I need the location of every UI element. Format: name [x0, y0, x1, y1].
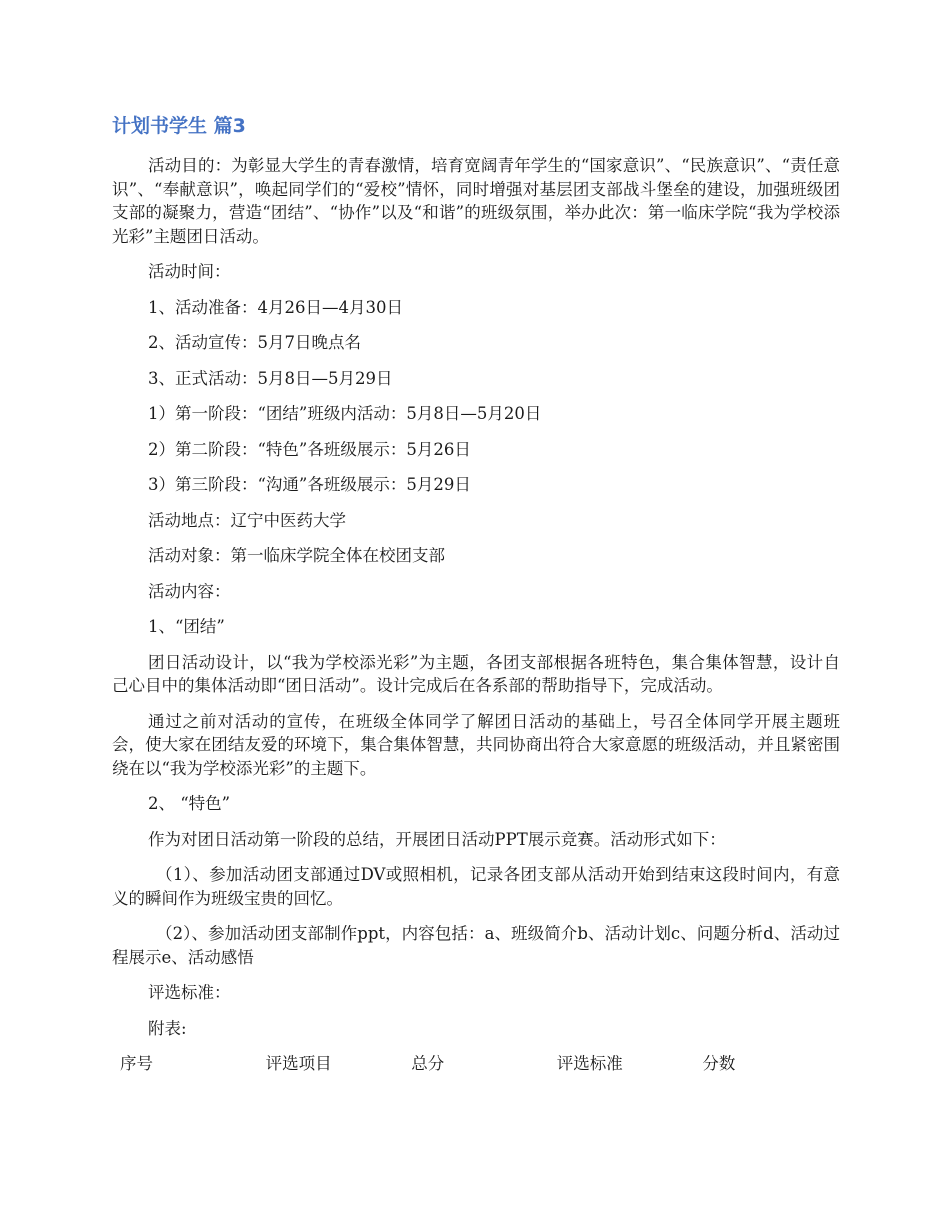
- paragraph-content-heading: 活动内容：: [148, 581, 231, 601]
- paragraph-time-heading: 活动时间：: [148, 262, 231, 281]
- paragraph-feature-heading: 2、 “特色”: [148, 794, 231, 813]
- paragraph-purpose: 活动目的：为彰显大学生的青春激情，培育宽阔青年学生的“国家意识”、“民族意识”、“责任意识”、“奉献意识”，唤起同学们的“爱校”情怀，同时增强对基层团支部战斗堡垒的建设，加强班级团支部的凝聚力，营造“团结”、“协作”以及“和谐”的班级氛围，举办此次：第一临床学院“我为学校添光彩”主题团日活动。: [112, 156, 840, 246]
- paragraph-appendix: 附表:: [148, 1018, 187, 1038]
- paragraph-feature-item-2: （2）、参加活动团支部制作ppt，内容包括：a、班级简介b、活动计划c、问题分析d、活动过程展示e、活动感悟: [112, 924, 840, 967]
- paragraph-time-1: 1、活动准备：4月26日—4月30日: [148, 297, 403, 317]
- paragraph-feature-summary: 作为对团日活动第一阶段的总结，开展团日活动PPT展示竞赛。活动形式如下：: [148, 829, 726, 849]
- paragraph-time-2: 2、活动宣传：5月7日晚点名: [148, 333, 361, 352]
- paragraph-feature-item-1: （1）、参加活动团支部通过DV或照相机，记录各团支部从活动开始到结束这段时间内，有意义的瞬间作为班级宝贵的回忆。: [112, 865, 840, 908]
- table-header-cell: 分数: [702, 1054, 736, 1073]
- appendix-table-header: [112, 1052, 840, 1076]
- paragraph-stage-1: 1）第一阶段：“团结”班级内活动：5月8日—5月20日: [148, 404, 542, 423]
- paragraph-stage-2: 2）第二阶段：“特色”各班级展示：5月26日: [148, 439, 471, 459]
- paragraph-unity-heading: 1、“团结”: [148, 617, 225, 636]
- paragraph-location: 活动地点：辽宁中医药大学: [148, 510, 346, 530]
- document-page: [112, 112, 840, 1076]
- table-header-cell: 评选项目: [265, 1054, 332, 1073]
- paragraph-audience: 活动对象：第一临床学院全体在校团支部: [148, 546, 445, 565]
- paragraph-unity-design: 团日活动设计，以“我为学校添光彩”为主题，各团支部根据各班特色，集合集体智慧，设计自己心目中的集体活动即“团日活动”。设计完成后在各系部的帮助指导下，完成活动。: [112, 652, 840, 695]
- table-header-cell: 总分: [411, 1054, 445, 1073]
- table-header-cell: 序号: [120, 1054, 153, 1073]
- paragraph-stage-3: 3）第三阶段：“沟通”各班级展示：5月29日: [148, 475, 471, 494]
- paragraph-time-3: 3、正式活动：5月8日—5月29日: [148, 368, 393, 388]
- paragraph-criteria-heading: 评选标准：: [148, 983, 231, 1002]
- table-header-cell: 评选标准: [556, 1054, 623, 1073]
- document-title: 计划书学生 篇3: [112, 115, 246, 137]
- paragraph-unity-promotion: 通过之前对活动的宣传，在班级全体同学了解团日活动的基础上，号召全体同学开展主题班会，使大家在团结友爱的环境下，集合集体智慧，共同协商出符合大家意愿的班级活动，并且紧密围绕在以“我为学校添光彩”的主题下。: [112, 711, 840, 778]
